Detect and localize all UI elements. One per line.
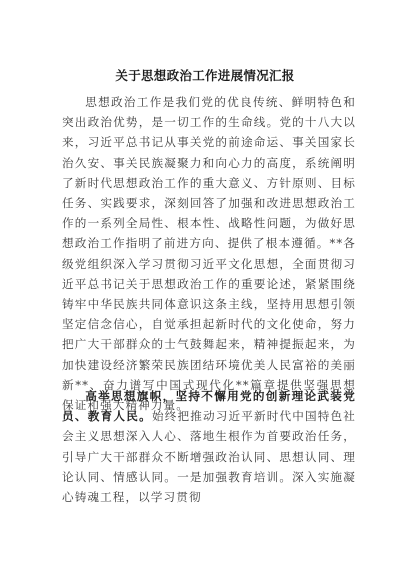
body-paragraph-2 [62, 386, 356, 507]
paragraph-2-text: 始终把推动习近平新时代中国特色社会主义思想深入人心、落地生根作为首要政治任务，引导广大干部群众不断增强政治认同、思想认同、理论认同、情感认同。一是加强教育培训。深入实施凝心铸魂工程，以学习贯彻 [62, 409, 356, 505]
paragraph-1-text: 思想政治工作是我们党的优良传统、鲜明特色和突出政治优势，是一切工作的生命线。党的十八大以来，习近平总书记从事关党的前途命运、事关国家长治久安、事关民族凝聚力和向心力的高度，系统阐明了新时代思想政治工作的重大意义、方针原则、目标任务、实践要求，深刻回答了加强和改进思想政治工作的一系列全局性、根本性、战略性问题，为做好思想政治工作指明了前进方向、提供了根本遵循。**各级党组织深入学习贯彻习近平文化思想，全面贯彻习近平总书记关于思想政治工作的重要论述，紧紧围绕铸牢中华民族共同体意识这条主线，坚持用思想引领坚定信念信心，自觉承担起新时代的文化使命，努力把广大干部群众的士气鼓舞起来，精神提振起来，为加快建设经济繁荣民族团结环境优美人民富裕的美丽新**、奋力谱写中国式现代化**篇章提供坚强思想保证和强大精神力量。 [62, 95, 356, 413]
body-paragraph-1 [62, 92, 356, 415]
document-title: 关于思想政治工作进展情况汇报 [115, 68, 295, 83]
paragraph-2-heading: 高举思想旗帜，坚持不懈用党的创新理论武装党员、教育人民。 [62, 389, 356, 424]
